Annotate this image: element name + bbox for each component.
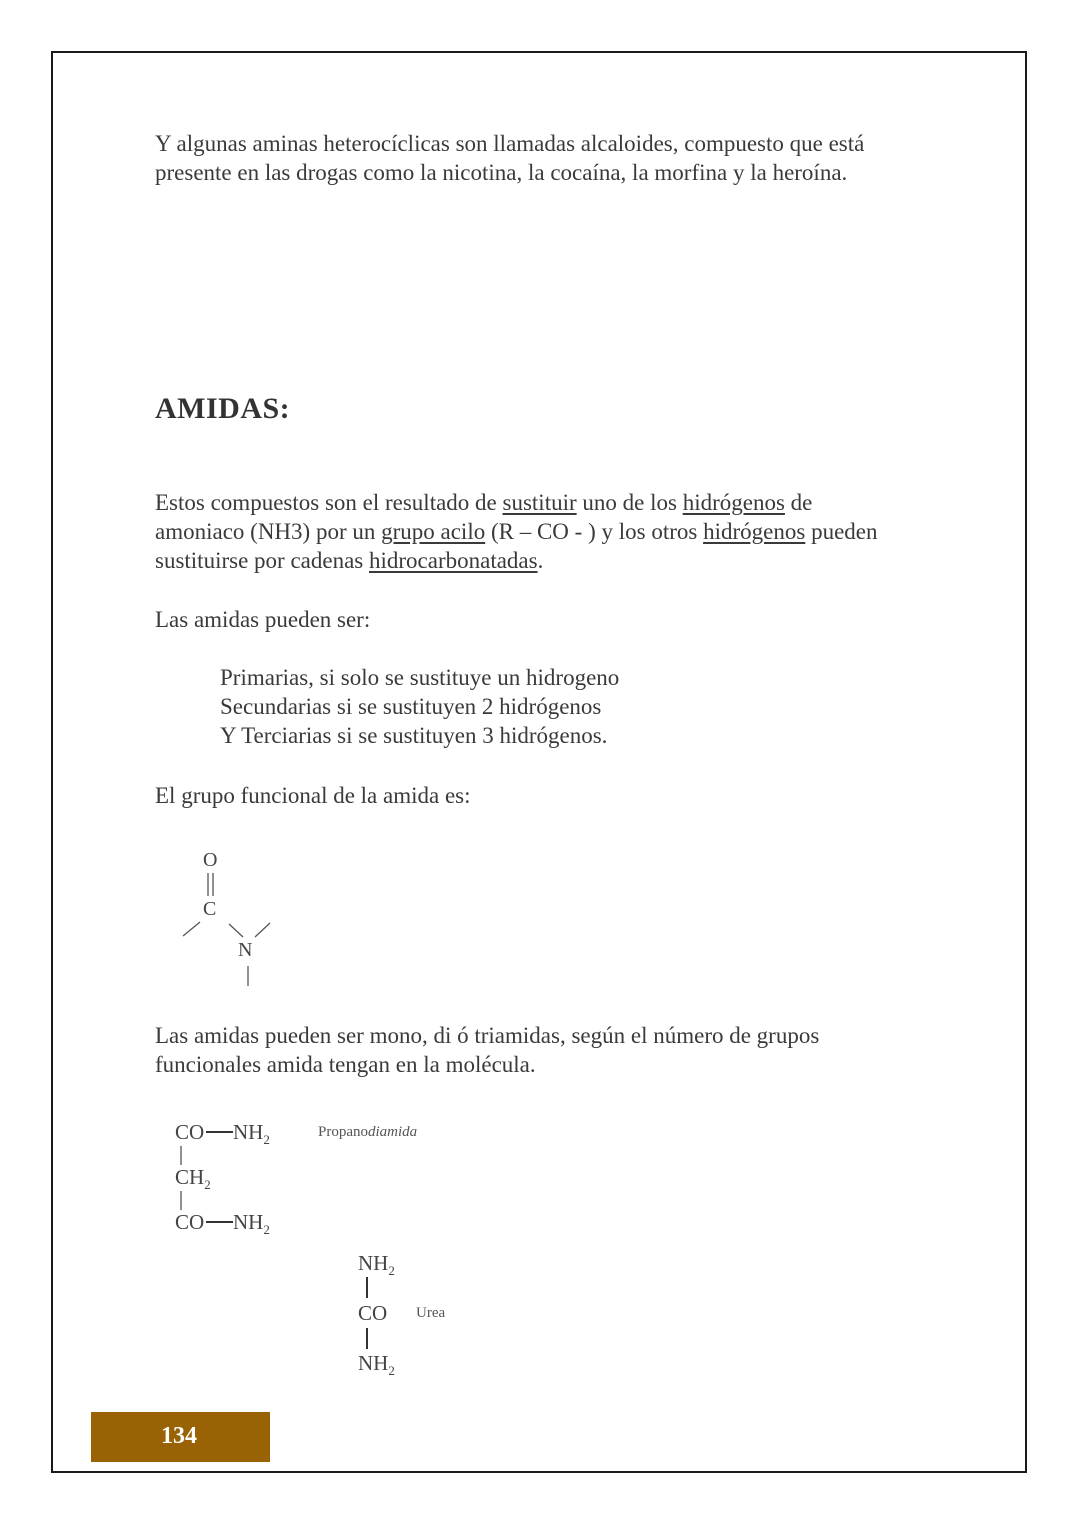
functional-group-intro: El grupo funcional de la amida es: bbox=[155, 783, 471, 808]
functional-group-bonds bbox=[175, 840, 285, 1000]
bond-n-right bbox=[255, 923, 270, 937]
definition-text: de amoniaco (NH3) por un bbox=[155, 490, 813, 544]
list-item: Secundarias si se sustituyen 2 hidrógenos bbox=[220, 694, 602, 719]
subscript: 2 bbox=[263, 1222, 270, 1238]
definition-text: pueden sustituirse por cadenas bbox=[155, 519, 878, 573]
page-number-badge bbox=[91, 1412, 270, 1462]
link-sustituir[interactable]: sustituir bbox=[502, 490, 577, 515]
subscript: 2 bbox=[388, 1263, 395, 1279]
subscript: 2 bbox=[263, 1132, 270, 1148]
link-hidrogenos[interactable]: hidrógenos bbox=[682, 490, 785, 515]
group-co-bottom: CO bbox=[175, 1210, 205, 1234]
urea-label: Urea bbox=[416, 1305, 446, 1321]
link-hidrocarbonatadas[interactable]: hidrocarbonatadas bbox=[368, 548, 538, 573]
nh-text: NH bbox=[358, 1351, 389, 1375]
urea-bonds bbox=[355, 1270, 388, 1360]
page-frame bbox=[51, 51, 1027, 1473]
section-title: AMIDAS: bbox=[155, 392, 291, 425]
subscript: 2 bbox=[204, 1177, 211, 1193]
classification-paragraph: Las amidas pueden ser mono, di ó triamidas, según el número de grupos funcionales amida tengan en la molécula. bbox=[155, 1023, 820, 1077]
definition-text: uno de los bbox=[576, 490, 683, 515]
propanodiamida-bonds bbox=[170, 1120, 250, 1240]
atom-nitrogen: N bbox=[238, 939, 253, 961]
group-co-top: CO bbox=[175, 1120, 205, 1144]
definition-text: . bbox=[537, 548, 544, 573]
nh-text: NH bbox=[233, 1210, 264, 1234]
label-suffix: diamida bbox=[368, 1124, 418, 1140]
list-item: Primarias, si solo se sustituye un hidrogeno bbox=[220, 665, 620, 690]
propanodiamida-label bbox=[318, 1124, 417, 1141]
bond-left bbox=[183, 922, 200, 936]
label-prefix: Propano bbox=[318, 1124, 368, 1140]
definition-text: (R – CO - ) y los otros bbox=[485, 519, 704, 544]
link-hidrogenos[interactable]: hidrógenos bbox=[703, 519, 806, 544]
definition-paragraph bbox=[155, 488, 895, 575]
list-item: Y Terciarias si se sustituyen 3 hidrógenos. bbox=[220, 723, 608, 748]
nh-text: NH bbox=[233, 1120, 264, 1144]
group-co: CO bbox=[358, 1301, 388, 1325]
nh-text: NH bbox=[358, 1251, 389, 1275]
definition-text: Estos compuestos son el resultado de bbox=[155, 490, 503, 515]
atom-oxygen: O bbox=[203, 849, 218, 871]
amide-types-list bbox=[220, 663, 619, 750]
intro-paragraph: Y algunas aminas heterocíclicas son llamadas alcaloides, compuesto que está presente en las drogas como la nicotina, la cocaína, la morfina y la heroína. bbox=[155, 131, 865, 185]
bond-c-n bbox=[229, 924, 243, 937]
subscript: 2 bbox=[388, 1363, 395, 1379]
page-number: 134 bbox=[161, 1423, 197, 1449]
link-grupo-acilo[interactable]: grupo acilo bbox=[381, 519, 486, 544]
atom-carbon: C bbox=[203, 898, 217, 920]
ch-text: CH bbox=[175, 1165, 205, 1189]
types-intro: Las amidas pueden ser: bbox=[155, 607, 371, 632]
